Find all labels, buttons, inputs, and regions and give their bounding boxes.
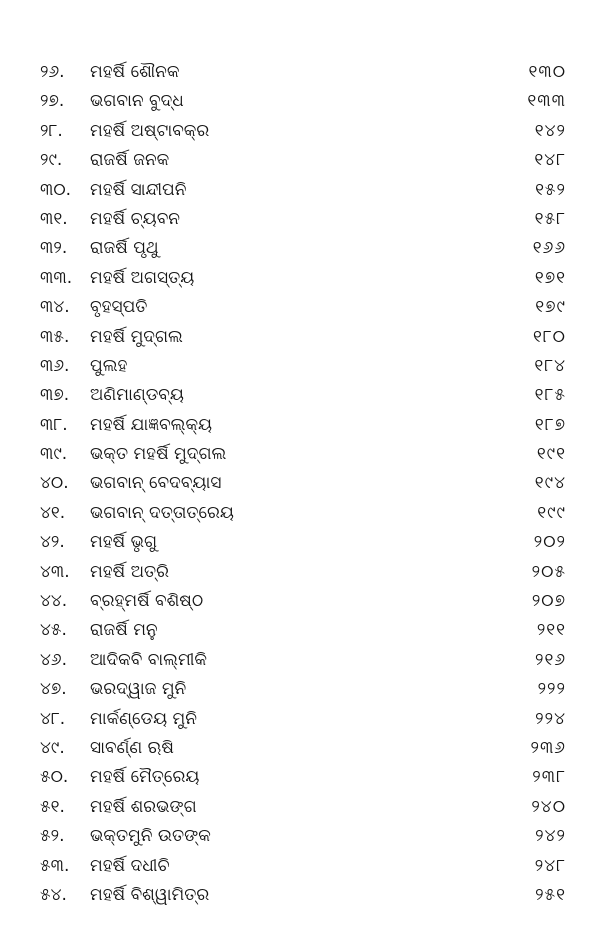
entry-title: ଭଗବାନ୍ ଦତ୍ତାତ୍ରେୟ [90, 502, 234, 523]
entry-page-number: ୨୪୨ [535, 826, 566, 847]
entry-number: ୪୬. [40, 649, 67, 670]
entry-page-number: ୧୮୭ [534, 414, 566, 435]
entry-page-number: ୧୩୩ [527, 91, 566, 112]
entry-page-number: ୨୩୮ [532, 767, 566, 788]
entry-number: ୪୦. [40, 473, 69, 494]
entry-number: ୩୩. [40, 267, 73, 288]
entry-page-number: ୧୮୪ [534, 355, 566, 376]
toc-entry [0, 528, 600, 557]
entry-number: ୩୮. [40, 414, 68, 435]
entry-title: ଆଦିକବି ବାଲ୍ମୀକି [90, 649, 207, 670]
entry-title: ମହର୍ଷି ଚ୍ୟବନ [90, 208, 180, 229]
toc-entry [0, 469, 600, 498]
entry-title: ଭକ୍ତମୁନି ଉତଙ୍କ [90, 826, 211, 847]
entry-title: ଭରଦ୍ୱାଜ ମୁନି [90, 679, 187, 700]
entry-number: ୫୪. [40, 884, 67, 905]
toc-entry [0, 558, 600, 587]
entry-number: ୩୨. [40, 238, 68, 259]
entry-number: ୨୮. [40, 120, 63, 141]
toc-entry [0, 234, 600, 263]
entry-number: ୪୮. [40, 708, 66, 729]
entry-number: ୩୪. [40, 297, 70, 318]
toc-entry [0, 675, 600, 704]
entry-page-number: ୨୫୧ [535, 884, 566, 905]
entry-page-number: ୨୦୫ [531, 561, 566, 582]
entry-title: ମହର୍ଷି ଅତ୍ରି [90, 561, 169, 582]
entry-number: ୩୫. [40, 326, 70, 347]
entry-number: ୪୪. [40, 591, 68, 612]
entry-page-number: ୧୪୨ [534, 120, 566, 141]
entry-page-number: ୧୮୦ [532, 326, 566, 347]
entry-page-number: ୨୧୧ [536, 620, 566, 641]
entry-page-number: ୧୯୪ [534, 473, 566, 494]
toc-entry [0, 646, 600, 675]
toc-entry [0, 117, 600, 146]
entry-title: ମହର୍ଷି ଅଷ୍ଟାବକ୍ର [90, 120, 210, 141]
entry-number: ୨୬. [40, 62, 65, 82]
entry-title: ମହର୍ଷି ଶରଭଙ୍ଗ [90, 796, 197, 817]
entry-page-number: ୧୭୯ [535, 297, 566, 318]
entry-number: ୫୩. [40, 855, 70, 876]
entry-title: ଭଗବାନ ବୁଦ୍ଧ [90, 91, 184, 112]
entry-number: ୪୧. [40, 502, 66, 523]
toc-entry [0, 793, 600, 822]
entry-number: ୨୯. [40, 150, 63, 171]
entry-number: ୩୭. [40, 385, 70, 406]
entry-page-number: ୨୪୦ [531, 796, 566, 817]
entry-title: ମାର୍କଣ୍ଡେୟ ମୁନି [90, 708, 197, 729]
table-of-contents [0, 58, 600, 910]
entry-page-number: ୧୪୮ [534, 150, 566, 171]
entry-page-number: ୨୦୭ [531, 591, 566, 612]
entry-number: ୪୭. [40, 679, 67, 700]
entry-number: ୨୭. [40, 91, 65, 112]
entry-number: ୪୫. [40, 620, 67, 641]
entry-page-number: ୧୭୧ [534, 267, 566, 288]
entry-title: ସାବର୍ଣ୍ଣ ଋଷି [90, 737, 174, 758]
entry-title: ପୁଲହ [90, 355, 128, 376]
toc-entry [0, 323, 600, 352]
entry-title: ମହର୍ଷି ଦଧୀଚି [90, 855, 170, 876]
entry-number: ୪୨. [40, 532, 65, 553]
entry-title: ମହର୍ଷି ମୁଦ୍ଗଲ [90, 326, 183, 347]
entry-title: ରାଜର୍ଷି ପୃଥୁ [90, 238, 159, 259]
entry-page-number: ୧୫୨ [535, 179, 566, 200]
entry-title: ଅଣିମାଣ୍ଡବ୍ୟ [90, 385, 184, 406]
entry-number: ୩୬. [40, 355, 70, 376]
toc-entry [0, 440, 600, 469]
entry-page-number: ୨୨୪ [535, 708, 566, 729]
toc-entry [0, 205, 600, 234]
entry-title: ଭଗବାନ୍ ବେଦବ୍ୟାସ [90, 473, 222, 494]
toc-entry [0, 763, 600, 792]
entry-title: ମହର୍ଷି ବିଶ୍ୱାମିତ୍ର [90, 884, 210, 905]
entry-number: ୫୧. [40, 796, 65, 817]
toc-entry [0, 411, 600, 440]
entry-number: ୫୦. [40, 767, 69, 788]
entry-number: ୩୯. [40, 444, 68, 465]
entry-number: ୪୯. [40, 737, 65, 758]
toc-entry [0, 852, 600, 881]
toc-entry [0, 87, 600, 116]
entry-number: ୩୧. [40, 208, 68, 229]
toc-entry [0, 587, 600, 616]
toc-entry [0, 58, 600, 87]
entry-number: ୩୦. [40, 179, 72, 200]
toc-entry [0, 499, 600, 528]
entry-title: ମହର୍ଷି ସାନ୍ଦୀପନି [90, 179, 187, 200]
toc-entry [0, 352, 600, 381]
entry-title: ବୃହସ୍ପତି [90, 297, 148, 318]
entry-number: ୪୩. [40, 561, 70, 582]
entry-title: ମହର୍ଷି ଭୃଗୁ [90, 532, 158, 553]
entry-title: ଭକ୍ତ ମହର୍ଷି ମୁଦ୍‌ଗଲ [90, 444, 227, 465]
entry-title: ରାଜର୍ଷି ଜନକ [90, 150, 170, 171]
toc-entry [0, 705, 600, 734]
entry-page-number: ୧୮୫ [534, 385, 566, 406]
entry-title: ମହର୍ଷି ମୈତ୍ରେୟ [90, 767, 200, 788]
entry-title: ମହର୍ଷି ଯାଜ୍ଞବଲ୍କ୍ୟ [90, 414, 213, 435]
entry-page-number: ୧୩୦ [528, 62, 566, 82]
entry-page-number: ୧୯୧ [536, 444, 566, 465]
toc-entry [0, 381, 600, 410]
entry-page-number: ୧୫୮ [534, 208, 566, 229]
entry-title: ରାଜର୍ଷି ମନୁ [90, 620, 158, 641]
entry-title: ମହର୍ଷି ଶୌନକ [90, 62, 180, 82]
entry-page-number: ୨୧୬ [535, 649, 566, 670]
toc-entry [0, 734, 600, 763]
entry-page-number: ୨୨୨ [537, 679, 566, 700]
entry-page-number: ୧୬୬ [532, 238, 566, 259]
entry-title: ମହର୍ଷି ଅଗସ୍ତ୍ୟ [90, 267, 195, 288]
entry-page-number: ୨୦୨ [533, 532, 566, 553]
entry-number: ୫୨. [40, 826, 65, 847]
toc-entry [0, 881, 600, 910]
toc-entry [0, 616, 600, 645]
toc-entry [0, 146, 600, 175]
entry-page-number: ୧୯୯ [537, 502, 566, 523]
toc-entry [0, 176, 600, 205]
toc-entry [0, 293, 600, 322]
entry-page-number: ୨୪୮ [534, 855, 566, 876]
toc-entry [0, 822, 600, 851]
entry-title: ବ୍ରହ୍ମର୍ଷି ବଶିଷ୍ଠ [90, 591, 204, 612]
toc-entry [0, 264, 600, 293]
entry-page-number: ୨୩୬ [530, 737, 566, 758]
